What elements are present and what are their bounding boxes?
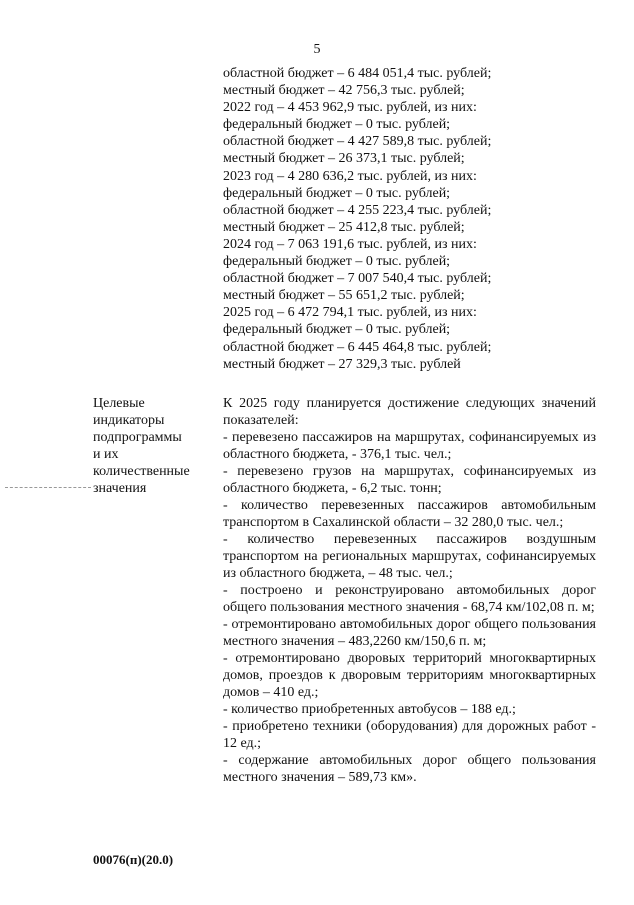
page-number: 5 — [313, 42, 321, 57]
indicator-paragraph: - перевезено грузов на маршрутах, софинансируемых из областного бюджета, - 6,2 тыс. тонн; — [223, 464, 596, 496]
budget-line: местный бюджет – 55 651,2 тыс. рублей; — [223, 288, 465, 304]
budget-line: областной бюджет – 6 484 051,4 тыс. рублей; — [223, 66, 492, 81]
budget-line: областной бюджет – 6 445 464,8 тыс. рублей; — [223, 339, 492, 355]
budget-line: местный бюджет – 27 329,3 тыс. рублей — [223, 356, 461, 372]
budget-line: местный бюджет – 42 756,3 тыс. рублей; — [223, 83, 465, 99]
indicator-paragraph: - количество приобретенных автобусов – 188 ед.; — [223, 702, 516, 717]
budget-line: областной бюджет – 4 427 589,8 тыс. рублей; — [223, 134, 492, 150]
label-line: подпрограммы — [93, 430, 182, 445]
budget-line: 2024 год – 7 063 191,6 тыс. рублей, из них: — [223, 236, 477, 252]
indicators-label — [93, 395, 218, 497]
budget-line: 2025 год – 6 472 794,1 тыс. рублей, из них: — [223, 305, 477, 321]
label-line: Целевые — [93, 396, 145, 411]
indicator-paragraph: - построено и реконструировано автомобильных дорог общего пользования местного значения - 68,74 км/102,08 п. м; — [223, 583, 596, 615]
budget-lines — [223, 65, 603, 373]
budget-line: федеральный бюджет – 0 тыс. рублей; — [223, 254, 451, 270]
indicator-paragraph: - количество перевезенных пассажиров автомобильным транспортом в Сахалинской области – 32 280,0 тыс. чел.; — [223, 498, 596, 530]
indicator-paragraph: - отремонтировано дворовых территорий многоквартирных домов, проездов к дворовым территориям многоквартирных домов – 410 ед.; — [223, 651, 596, 700]
indicator-paragraph: - отремонтировано автомобильных дорог общего пользования местного значения – 483,2260 км/150,6 п. м; — [223, 617, 596, 649]
indicator-paragraph: - содержание автомобильных дорог общего пользования местного значения – 589,73 км». — [223, 753, 596, 785]
indicator-paragraph: К 2025 году планируется достижение следующих значений показателей: — [223, 396, 596, 428]
indicators-text — [223, 395, 596, 786]
budget-line: областной бюджет – 7 007 540,4 тыс. рублей; — [223, 271, 492, 287]
label-line: количественные — [93, 464, 190, 479]
indicator-paragraph: - перевезено пассажиров на маршрутах, софинансируемых из областного бюджета, - 376,1 тыс. чел.; — [223, 430, 596, 462]
footer-code: 00076(п)(20.0) — [93, 852, 174, 867]
label-line: индикаторы — [93, 413, 165, 428]
budget-line: 2023 год – 4 280 636,2 тыс. рублей, из них: — [223, 168, 477, 184]
label-line: и их — [93, 447, 119, 462]
budget-line: федеральный бюджет – 0 тыс. рублей; — [223, 117, 451, 133]
indicator-paragraph: - количество перевезенных пассажиров воздушным транспортом на региональных маршрутах, софинансируемых из областного бюджета, – 48 тыс. чел.; — [223, 532, 596, 581]
budget-line: федеральный бюджет – 0 тыс. рублей; — [223, 322, 451, 338]
budget-line: местный бюджет – 26 373,1 тыс. рублей; — [223, 151, 465, 167]
label-line: значения — [93, 481, 147, 496]
indicator-paragraph: - приобретено техники (оборудования) для дорожных работ - 12 ед.; — [223, 719, 596, 751]
budget-line: областной бюджет – 4 255 223,4 тыс. рублей; — [223, 202, 492, 218]
budget-line: федеральный бюджет – 0 тыс. рублей; — [223, 185, 451, 201]
budget-line: местный бюджет – 25 412,8 тыс. рублей; — [223, 219, 465, 235]
dashed-line-mark — [5, 487, 91, 488]
budget-line: 2022 год – 4 453 962,9 тыс. рублей, из них: — [223, 100, 477, 116]
